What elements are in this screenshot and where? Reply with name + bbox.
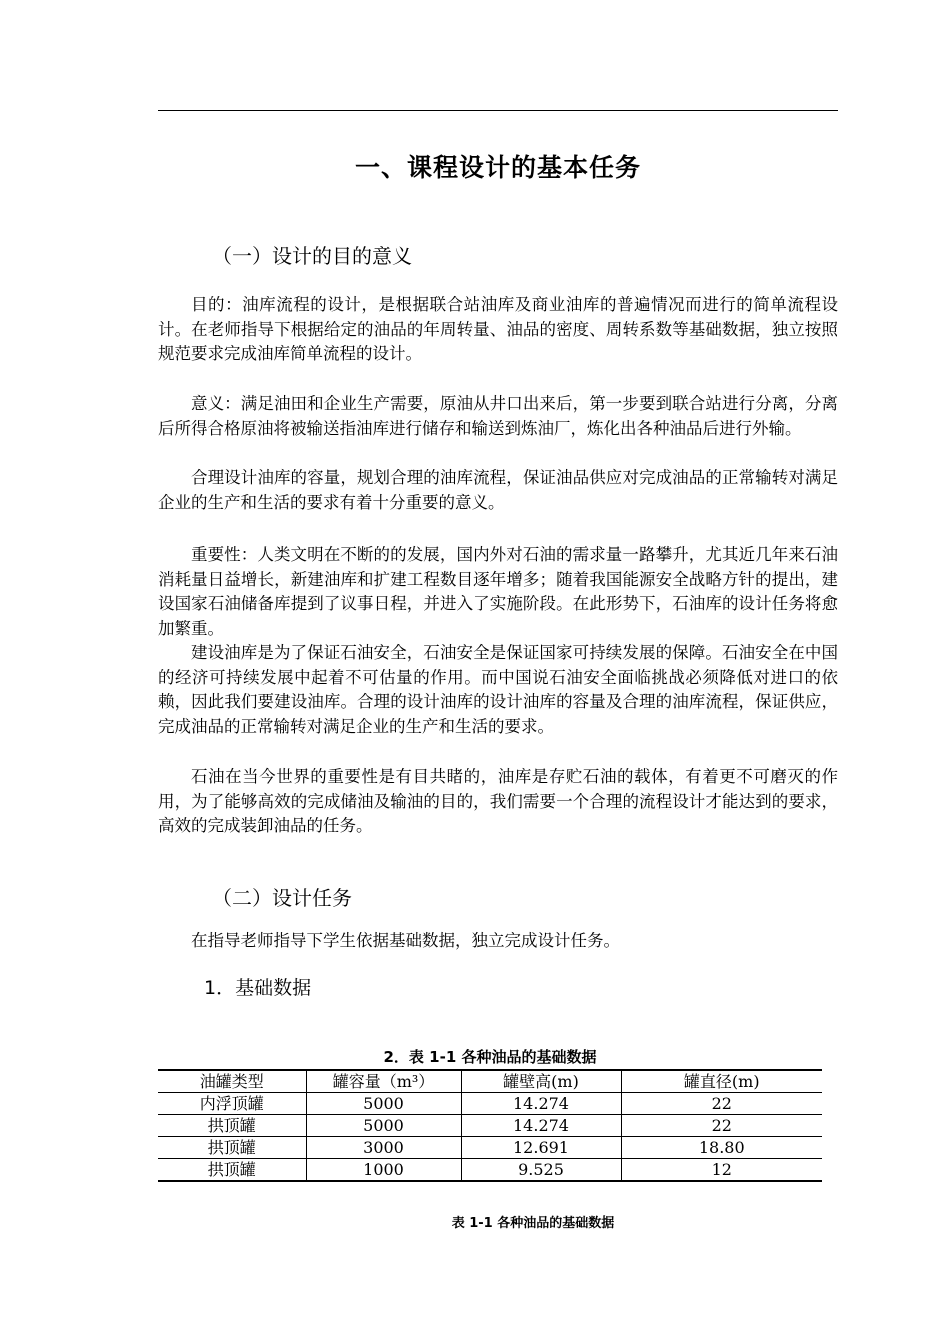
table-row xyxy=(158,1137,822,1159)
table-row xyxy=(158,1093,822,1115)
chapter-heading: 一、课程设计的基本任务 xyxy=(354,153,641,182)
cell-diameter: 22 xyxy=(621,1115,822,1137)
cell-diameter: 12 xyxy=(621,1159,822,1182)
paragraph-construction: 建设油库是为了保证石油安全，石油安全是保证国家可持续发展的保障。石油安全在中国的经济可持续发展中起着不可估量的作用。而中国说石油安全面临挑战必须降低对进口的依赖，因此我们要建设油库。合理的设计油库的设计油库的容量及合理的油库流程，保证供应，完成油品的正常输转对满足企业的生产和生活的要求。 xyxy=(158,643,838,736)
header-tank-type: 油罐类型 xyxy=(158,1070,306,1093)
cell-capacity: 5000 xyxy=(306,1093,461,1115)
header-rule xyxy=(158,110,838,111)
cell-tank-type: 拱顶罐 xyxy=(207,1160,256,1179)
paragraph-task-intro: 在指导老师指导下学生依据基础数据，独立完成设计任务。 xyxy=(191,931,620,950)
paragraph-purpose: 目的：油库流程的设计，是根据联合站油库及商业油库的普遍情况而进行的简单流程设计。在老师指导下根据给定的油品的年周转量、油品的密度、周转系数等基础数据，独立按照规范要求完成油库简单流程的设计。 xyxy=(158,295,838,363)
cell-capacity: 1000 xyxy=(306,1159,461,1182)
figure-caption: 表 1-1 各种油品的基础数据 xyxy=(451,1216,615,1231)
cell-wall-height: 9.525 xyxy=(461,1159,621,1182)
header-diameter: 罐直径(m) xyxy=(621,1070,822,1093)
paragraph-meaning: 意义：满足油田和企业生产需要，原油从井口出来后，第一步要到联合站进行分离，分离后所得合格原油将被输送指油库进行储存和输送到炼油厂，炼化出各种油品后进行外输。 xyxy=(158,394,838,438)
table-row xyxy=(158,1159,822,1182)
cell-wall-height: 14.274 xyxy=(461,1115,621,1137)
cell-tank-type: 拱顶罐 xyxy=(158,1137,306,1159)
section-heading-purpose: （一）设计的目的意义 xyxy=(212,244,412,268)
paragraph-importance: 重要性：人类文明在不断的的发展，国内外对石油的需求量一路攀升，尤其近几年来石油消耗量日益增长，新建油库和扩建工程数目逐年增多；随着我国能源安全战略方针的提出，建设国家石油储备库提到了议事日程，并进入了实施阶段。在此形势下，石油库的设计任务将愈加繁重。 xyxy=(158,545,838,638)
paragraph-petroleum: 石油在当今世界的重要性是有目共睹的，油库是存贮石油的载体，有着更不可磨灭的作用，为了能够高效的完成储油及输油的目的，我们需要一个合理的流程设计才能达到的要求，高效的完成装卸油品的任务。 xyxy=(158,767,838,835)
header-wall-height: 罐壁高(m) xyxy=(461,1070,621,1093)
cell-tank-type: 拱顶罐 xyxy=(158,1115,306,1137)
paragraph-capacity: 合理设计油库的容量，规划合理的油库流程，保证油品供应对完成油品的正常输转对满足企业的生产和生活的要求有着十分重要的意义。 xyxy=(158,468,838,512)
cell-diameter: 18.80 xyxy=(621,1137,822,1159)
table-caption: 2．表 1-1 各种油品的基础数据 xyxy=(383,1048,597,1066)
cell-tank-type: 内浮顶罐 xyxy=(158,1093,306,1115)
cell-diameter: 22 xyxy=(621,1093,822,1115)
section-heading-tasks: （二）设计任务 xyxy=(212,886,352,910)
cell-wall-height: 14.274 xyxy=(461,1093,621,1115)
basic-data-table xyxy=(158,1069,822,1182)
cell-capacity: 5000 xyxy=(306,1115,461,1137)
cell-capacity: 3000 xyxy=(306,1137,461,1159)
header-capacity: 罐容量（m³） xyxy=(306,1070,461,1093)
subsection-heading-basic-data: 1．基础数据 xyxy=(204,977,312,999)
cell-wall-height: 12.691 xyxy=(461,1137,621,1159)
table-row xyxy=(158,1115,822,1137)
table-header-row xyxy=(158,1070,822,1093)
